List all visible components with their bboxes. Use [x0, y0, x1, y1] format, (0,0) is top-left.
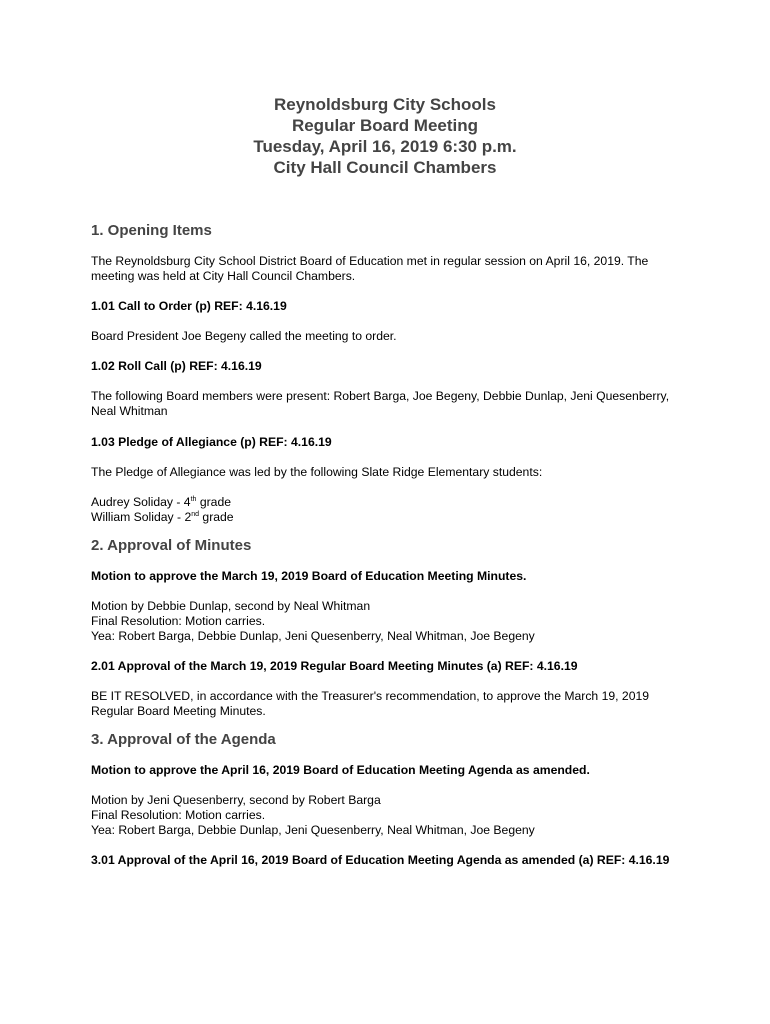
- item-body-pledge: The Pledge of Allegiance was led by the following Slate Ridge Elementary students:: [91, 465, 543, 479]
- student-line: [91, 510, 681, 525]
- meeting-date-time: Tuesday, April 16, 2019 6:30 p.m.: [253, 137, 517, 156]
- item-title-call-to-order: 1.01 Call to Order (p) REF: 4.16.19: [91, 299, 287, 313]
- motion-by-minutes: Motion by Debbie Dunlap, second by Neal Whitman: [91, 599, 371, 613]
- grade-label: grade: [196, 495, 231, 509]
- minutes-content: [91, 221, 681, 868]
- district-name: Reynoldsburg City Schools: [274, 95, 496, 114]
- motion-by-agenda: Motion by Jeni Quesenberry, second by Robert Barga: [91, 793, 381, 807]
- ordinal-suffix: th: [190, 495, 197, 503]
- resolution-minutes: Final Resolution: Motion carries.: [91, 614, 266, 628]
- item-title-pledge: 1.03 Pledge of Allegiance (p) REF: 4.16.19: [91, 435, 332, 449]
- section-heading-opening-items: 1. Opening Items: [91, 222, 212, 239]
- item-title-roll-call: 1.02 Roll Call (p) REF: 4.16.19: [91, 359, 262, 373]
- yea-votes-agenda: Yea: Robert Barga, Debbie Dunlap, Jeni Quesenberry, Neal Whitman, Joe Begeny: [91, 823, 535, 837]
- document-title-block: [0, 94, 770, 178]
- yea-votes-minutes: Yea: Robert Barga, Debbie Dunlap, Jeni Quesenberry, Neal Whitman, Joe Begeny: [91, 629, 535, 643]
- meeting-location: City Hall Council Chambers: [273, 158, 497, 177]
- item-title-approve-minutes: 2.01 Approval of the March 19, 2019 Regular Board Meeting Minutes (a) REF: 4.16.19: [91, 659, 578, 673]
- section-heading-approval-of-agenda: 3. Approval of the Agenda: [91, 731, 276, 748]
- item-title-approve-agenda: 3.01 Approval of the April 16, 2019 Board of Education Meeting Agenda as amended (a) REF: 4.16.19: [91, 853, 670, 867]
- resolution-agenda: Final Resolution: Motion carries.: [91, 808, 266, 822]
- item-body-roll-call: The following Board members were present: Robert Barga, Joe Begeny, Debbie Dunlap, Jeni Quesenberry, Neal Whitman: [91, 389, 670, 418]
- student-name: William Soliday - 2: [91, 510, 192, 524]
- motion-agenda: Motion to approve the April 16, 2019 Board of Education Meeting Agenda as amended.: [91, 763, 590, 777]
- student-name: Audrey Soliday - 4: [91, 495, 191, 509]
- grade-label: grade: [199, 510, 234, 524]
- meeting-type: Regular Board Meeting: [291, 116, 479, 135]
- item-body-approve-minutes: BE IT RESOLVED, in accordance with the Treasurer's recommendation, to approve the March 19, 2019 Regular Board Meeting Minutes.: [91, 689, 650, 718]
- section-heading-approval-of-minutes: 2. Approval of Minutes: [91, 537, 252, 554]
- ordinal-suffix: nd: [191, 510, 200, 518]
- motion-minutes: Motion to approve the March 19, 2019 Board of Education Meeting Minutes.: [91, 569, 527, 583]
- student-line: [91, 495, 681, 510]
- item-body-call-to-order: Board President Joe Begeny called the meeting to order.: [91, 329, 397, 343]
- opening-intro: The Reynoldsburg City School District Board of Education met in regular session on April 16, 2019. The meeting was held at City Hall Council Chambers.: [91, 254, 649, 283]
